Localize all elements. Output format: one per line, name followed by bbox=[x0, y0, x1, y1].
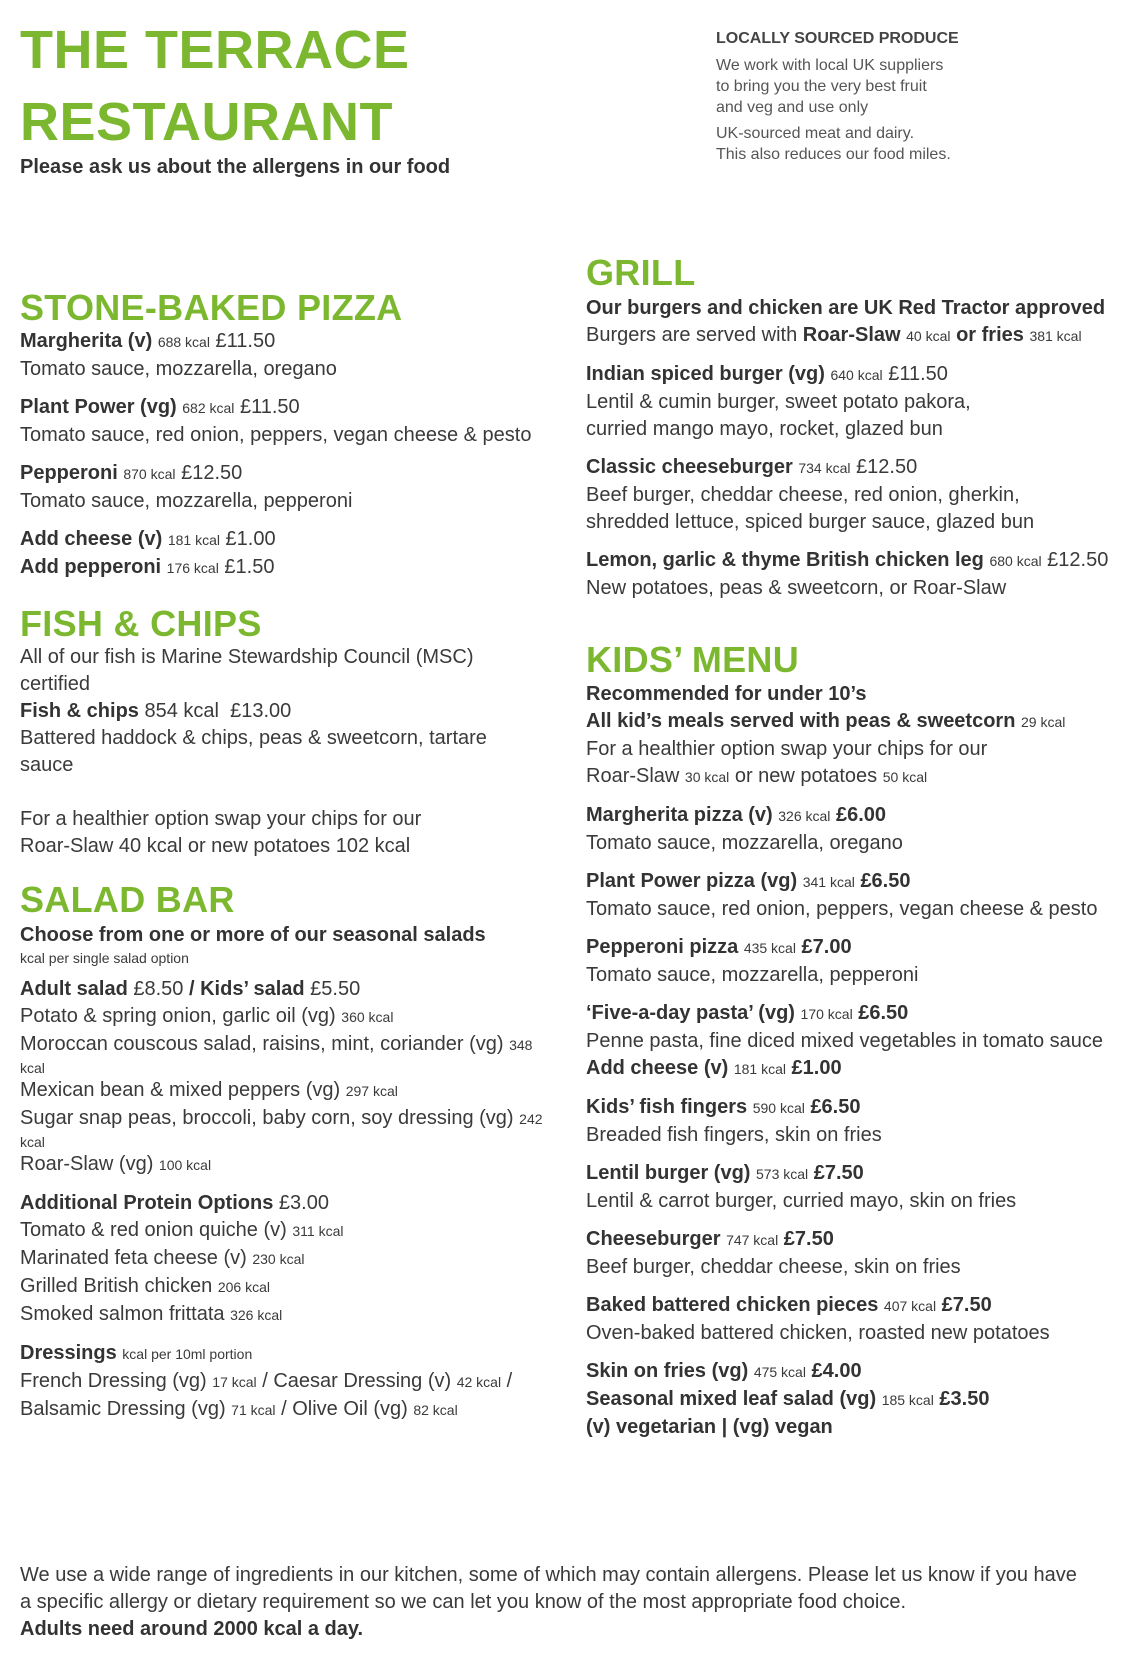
dressing-options: Balsamic Dressing (vg) 71 kcal / Olive Oil (vg) 82 kcal bbox=[20, 1398, 458, 1420]
footer-line: a specific allergy or dietary requirement so we can let you know of the most appropriate food choice. bbox=[20, 1591, 907, 1613]
kids-recommended: Recommended for under 10’s bbox=[586, 683, 867, 705]
protein-option: Tomato & red onion quiche (v) 311 kcal bbox=[20, 1219, 344, 1241]
item-kcal: 734 kcal bbox=[798, 460, 851, 476]
left-column bbox=[20, 288, 560, 1424]
item-name: Add pepperoni bbox=[20, 556, 162, 578]
item-desc: Tomato sauce, mozzarella, oregano bbox=[20, 358, 337, 380]
diet-legend: (v) vegetarian | (vg) vegan bbox=[586, 1416, 833, 1438]
kids-swap: Roar-Slaw 30 kcal or new potatoes 50 kcal bbox=[586, 765, 928, 787]
local-produce-note bbox=[716, 28, 1046, 170]
menu-item: Cheeseburger 747 kcal £7.50 bbox=[586, 1228, 834, 1250]
item-name: Fish & chips bbox=[20, 700, 139, 722]
item-price: £12.50 bbox=[1047, 549, 1109, 571]
item-desc: Tomato sauce, red onion, peppers, vegan cheese & pesto bbox=[586, 898, 1098, 920]
item-desc: shredded lettuce, spiced burger sauce, glazed bun bbox=[586, 511, 1035, 533]
menu-item: Pepperoni pizza 435 kcal £7.00 bbox=[586, 936, 852, 958]
item-price: £12.50 bbox=[181, 462, 243, 484]
item-price: £12.50 bbox=[856, 456, 918, 478]
local-paragraph-2 bbox=[716, 123, 1046, 165]
item-kcal: 297 kcal bbox=[345, 1083, 398, 1099]
item-desc: Oven-baked battered chicken, roasted new potatoes bbox=[586, 1322, 1050, 1344]
item-kcal: 242 bbox=[519, 1111, 543, 1127]
item-desc: sauce bbox=[20, 754, 74, 776]
grill-approved: Our burgers and chicken are UK Red Tractor approved bbox=[586, 297, 1106, 319]
footer-kcal-note: Adults need around 2000 kcal a day. bbox=[20, 1618, 364, 1640]
kids-swap: For a healthier option swap your chips for our bbox=[586, 738, 988, 760]
local-p2-line: This also reduces our food miles. bbox=[716, 146, 951, 163]
item-name: Add cheese (v) bbox=[20, 528, 163, 550]
item-desc: New potatoes, peas & sweetcorn, or Roar-Slaw bbox=[586, 577, 1007, 599]
item-kcal: 206 kcal bbox=[217, 1279, 271, 1295]
menu-item: Kids’ fish fingers 590 kcal £6.50 bbox=[586, 1096, 861, 1118]
salad-option: Mexican bean & mixed peppers (vg) 297 kcal bbox=[20, 1079, 398, 1101]
item-kcal: 181 kcal bbox=[167, 532, 220, 548]
item-desc: curried mango mayo, rocket, glazed bun bbox=[586, 418, 943, 440]
menu-item bbox=[586, 547, 1126, 575]
dressings bbox=[20, 1340, 560, 1368]
item-desc: Beef burger, cheddar cheese, red onion, gherkin, bbox=[586, 484, 1020, 506]
menu-item bbox=[586, 361, 1126, 389]
item-name: Margherita (v) bbox=[20, 330, 153, 352]
item-name: Classic cheeseburger bbox=[586, 456, 793, 478]
item-price: £3.00 bbox=[278, 1192, 329, 1214]
item-desc: Battered haddock & chips, peas & sweetcorn, tartare bbox=[20, 727, 487, 749]
fish-swap-note: For a healthier option swap your chips for our bbox=[20, 808, 422, 830]
local-p1-line: We work with local UK suppliers bbox=[716, 57, 944, 74]
item-name: Plant Power (vg) bbox=[20, 396, 177, 418]
item-name: Dressings bbox=[20, 1342, 117, 1364]
item-desc: Beef burger, cheddar cheese, skin on fries bbox=[586, 1256, 961, 1278]
item-price: 854 kcal £13.00 bbox=[144, 700, 292, 722]
item-name: Lemon, garlic & thyme British chicken leg bbox=[586, 549, 984, 571]
allergen-subtitle: Please ask us about the allergens in our food bbox=[20, 156, 451, 178]
item-price: £11.50 bbox=[215, 330, 276, 352]
menu-item bbox=[20, 526, 560, 554]
menu-item bbox=[586, 454, 1126, 482]
salad-prices bbox=[20, 976, 560, 1003]
menu-item: Add cheese (v) 181 kcal £1.00 bbox=[586, 1057, 842, 1079]
item-price: £11.50 bbox=[239, 396, 300, 418]
fish-intro: certified bbox=[20, 673, 91, 695]
item-kcal: 100 kcal bbox=[158, 1157, 212, 1173]
local-p1-line: to bring you the very best fruit bbox=[716, 78, 927, 95]
item-kcal: 348 bbox=[509, 1037, 533, 1053]
salad-heading: SALAD BAR bbox=[20, 879, 235, 920]
salad-option: Potato & spring onion, garlic oil (vg) 360 kcal bbox=[20, 1005, 394, 1027]
item-price: £8.50 bbox=[133, 978, 184, 1000]
menu-item bbox=[20, 698, 560, 725]
protein-options bbox=[20, 1190, 560, 1217]
kids-served: All kid’s meals served with peas & sweetcorn 29 kcal bbox=[586, 710, 1066, 732]
item-name: Pepperoni bbox=[20, 462, 118, 484]
salad-choose: Choose from one or more of our seasonal salads bbox=[20, 924, 486, 946]
menu-item bbox=[20, 460, 560, 488]
item-kcal: 311 kcal bbox=[292, 1223, 344, 1239]
menu-item: Lentil burger (vg) 573 kcal £7.50 bbox=[586, 1162, 864, 1184]
item-desc: Lentil & carrot burger, curried mayo, skin on fries bbox=[586, 1190, 1017, 1212]
protein-option: Marinated feta cheese (v) 230 kcal bbox=[20, 1247, 305, 1269]
grill-heading: GRILL bbox=[586, 252, 696, 293]
local-p1-line: and veg and use only bbox=[716, 99, 869, 116]
kids-heading: KIDS’ MENU bbox=[586, 639, 800, 680]
salad-option: Roar-Slaw (vg) 100 kcal bbox=[20, 1153, 212, 1175]
restaurant-title bbox=[20, 14, 410, 158]
item-kcal: 680 kcal bbox=[989, 553, 1042, 569]
item-desc: Tomato sauce, red onion, peppers, vegan cheese & pesto bbox=[20, 424, 532, 446]
menu-item bbox=[20, 328, 560, 356]
item-price: £1.00 bbox=[225, 528, 276, 550]
fish-swap-note: Roar-Slaw 40 kcal or new potatoes 102 kcal bbox=[20, 835, 411, 857]
title-line-2: RESTAURANT bbox=[20, 92, 393, 152]
menu-item: Skin on fries (vg) 475 kcal £4.00 bbox=[586, 1360, 862, 1382]
title-line-1: THE TERRACE bbox=[20, 20, 410, 80]
dressing-options: French Dressing (vg) 17 kcal / Caesar Dressing (v) 42 kcal / bbox=[20, 1370, 513, 1392]
item-desc: Tomato sauce, mozzarella, pepperoni bbox=[20, 490, 353, 512]
menu-item: Plant Power pizza (vg) 341 kcal £6.50 bbox=[586, 870, 911, 892]
item-price: £1.50 bbox=[224, 556, 275, 578]
menu-item: Seasonal mixed leaf salad (vg) 185 kcal £3.50 bbox=[586, 1388, 990, 1410]
item-name: Kids’ salad bbox=[200, 978, 305, 1000]
right-column bbox=[586, 253, 1126, 1441]
item-kcal: 688 kcal bbox=[157, 334, 210, 350]
item-kcal: 870 kcal bbox=[123, 466, 176, 482]
salad-kcal-note: kcal per single salad option bbox=[20, 950, 189, 966]
item-price: £5.50 bbox=[310, 978, 361, 1000]
salad-option: Moroccan couscous salad, raisins, mint, coriander (vg) 348 bbox=[20, 1033, 533, 1055]
item-desc: Lentil & cumin burger, sweet potato pakora, bbox=[586, 391, 971, 413]
salad-option: Sugar snap peas, broccoli, baby corn, soy dressing (vg) 242 bbox=[20, 1107, 543, 1129]
item-kcal: 326 kcal bbox=[230, 1307, 283, 1323]
allergen-footer bbox=[20, 1562, 1125, 1643]
dress-note: kcal per 10ml portion bbox=[122, 1346, 253, 1362]
protein-option: Smoked salmon frittata 326 kcal bbox=[20, 1303, 283, 1325]
item-kcal: 360 kcal bbox=[341, 1009, 394, 1025]
grill-served: Burgers are served with Roar-Slaw 40 kcal or fries 381 kcal bbox=[586, 324, 1082, 346]
item-desc: Penne pasta, fine diced mixed vegetables in tomato sauce bbox=[586, 1030, 1103, 1052]
separator: / bbox=[188, 978, 195, 1000]
menu-item: Margherita pizza (v) 326 kcal £6.00 bbox=[586, 804, 887, 826]
fish-intro: All of our fish is Marine Stewardship Council (MSC) bbox=[20, 646, 474, 668]
item-kcal: 640 kcal bbox=[830, 367, 883, 383]
local-paragraph-1 bbox=[716, 55, 1046, 118]
item-kcal: 682 kcal bbox=[182, 400, 235, 416]
menu-item bbox=[20, 554, 560, 582]
local-p2-line: UK-sourced meat and dairy. bbox=[716, 125, 915, 142]
menu-item bbox=[20, 394, 560, 422]
salad-kcal-unit: kcal bbox=[20, 1060, 45, 1076]
item-desc: Breaded fish fingers, skin on fries bbox=[586, 1124, 882, 1146]
item-desc: Tomato sauce, mozzarella, oregano bbox=[586, 832, 903, 854]
item-kcal: 176 kcal bbox=[166, 560, 219, 576]
salad-kcal-unit: kcal bbox=[20, 1134, 45, 1150]
item-price: £11.50 bbox=[888, 363, 948, 385]
footer-line: We use a wide range of ingredients in our kitchen, some of which may contain allergens. Please let us know if you have bbox=[20, 1564, 1077, 1586]
menu-item: Baked battered chicken pieces 407 kcal £7.50 bbox=[586, 1294, 992, 1316]
pizza-heading: STONE-BAKED PIZZA bbox=[20, 287, 403, 328]
menu-item: ‘Five-a-day pasta’ (vg) 170 kcal £6.50 bbox=[586, 1002, 909, 1024]
fish-heading: FISH & CHIPS bbox=[20, 603, 262, 644]
item-name: Indian spiced burger (vg) bbox=[586, 363, 825, 385]
item-name: Adult salad bbox=[20, 978, 128, 1000]
item-name: Additional Protein Options bbox=[20, 1192, 274, 1214]
protein-option: Grilled British chicken 206 kcal bbox=[20, 1275, 271, 1297]
item-desc: Tomato sauce, mozzarella, pepperoni bbox=[586, 964, 919, 986]
local-heading: LOCALLY SOURCED PRODUCE bbox=[716, 30, 959, 47]
item-kcal: 230 kcal bbox=[252, 1251, 305, 1267]
